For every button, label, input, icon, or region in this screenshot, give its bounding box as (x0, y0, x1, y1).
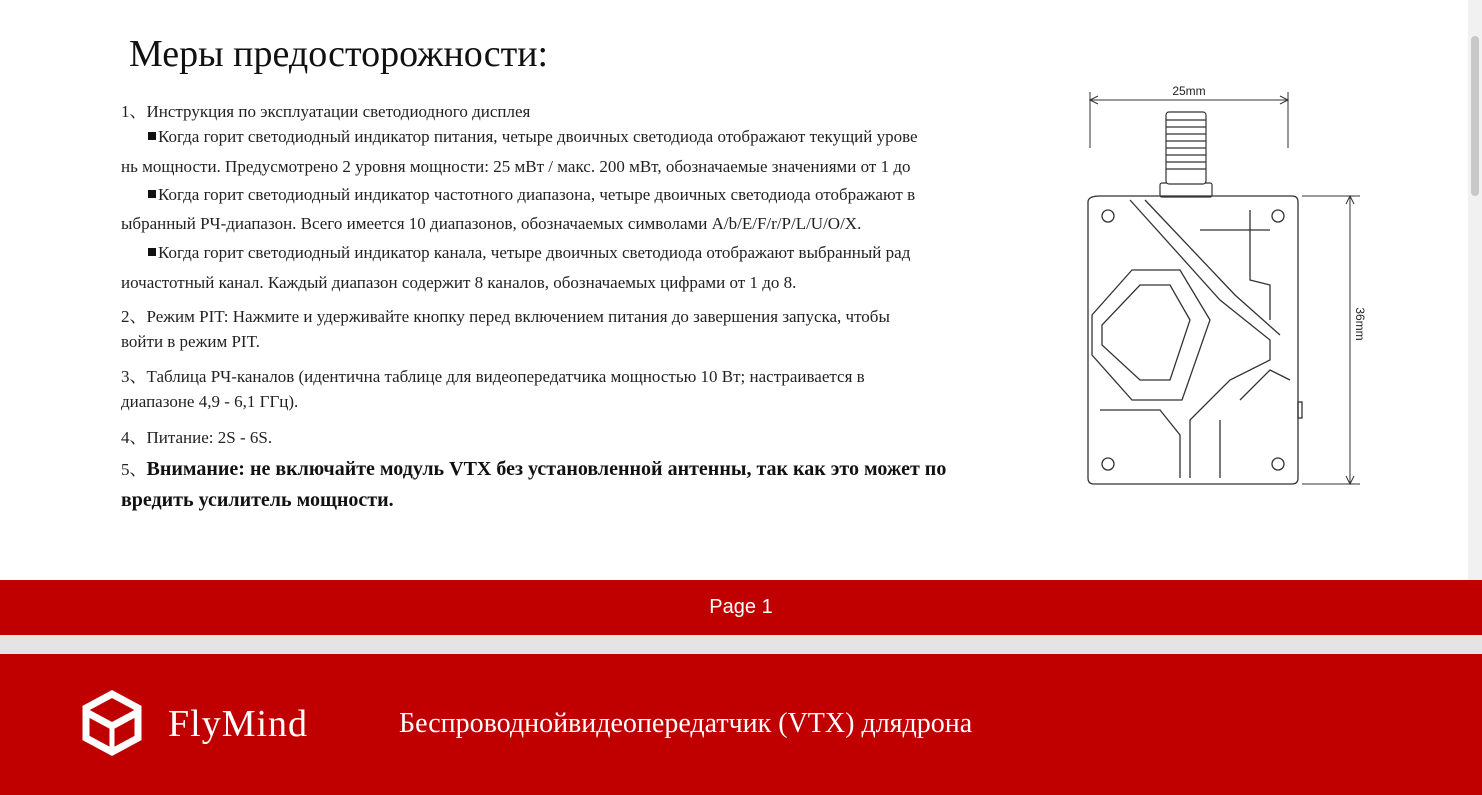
item-1-power-line-a: Когда горит светодиодный индикатор питания, четыре двоичных светодиода отображают текущий урове (148, 127, 918, 147)
square-bullet-icon (148, 248, 156, 256)
item-1-heading: 1、Инструкция по эксплуатации светодиодного дисплея (121, 102, 531, 121)
square-bullet-icon (148, 190, 156, 198)
item-4: 4、Питание: 2S - 6S. (121, 428, 273, 447)
antenna-connector (1160, 112, 1212, 197)
item-5-line-a: 5、Внимание: не включайте модуль VTX без установленной антенны, так как это может по (121, 458, 947, 480)
item-3-line-a: 3、Таблица РЧ-каналов (идентична таблице для видеопередатчика мощностью 10 Вт; настраивается в (121, 367, 865, 386)
item-1-power-line-b: нь мощности. Предусмотрено 2 уровня мощности: 25 мВт / макс. 200 мВт, обозначаемые значениями от 1 до (121, 157, 911, 176)
page-title: Меры предосторожности: (129, 33, 549, 75)
item-2-line-a: 2、Режим PIT: Нажмите и удерживайте кнопку перед включением питания до завершения запуска, чтобы (121, 307, 890, 326)
width-label: 25mm (1172, 84, 1206, 98)
product-title: Беспроводнойвидеопередатчик (VTX) длядрона (399, 708, 973, 739)
item-2-line-b: войти в режим PIT. (121, 332, 260, 351)
item-5-line-b: вредить усилитель мощности. (121, 489, 394, 511)
item-1-band-line-b: ыбранный РЧ-диапазон. Всего имеется 10 диапазонов, обозначаемых символами A/b/E/F/r/P/L/U/O/X. (121, 214, 862, 233)
height-dimension (1302, 196, 1360, 484)
box-cube-icon (80, 690, 144, 756)
page-number: Page 1 (709, 596, 773, 618)
page-indicator-band (0, 580, 1482, 635)
page-gap (0, 635, 1482, 654)
item-1-channel-line-a: Когда горит светодиодный индикатор канала, четыре двоичных светодиода отображают выбранный рад (148, 243, 910, 263)
height-label: 36mm (1353, 307, 1367, 341)
item-1-channel-line-b: иочастотный канал. Каждый диапазон содержит 8 каналов, обозначаемых цифрами от 1 до 8. (121, 273, 797, 292)
vtx-dimension-diagram (1070, 80, 1380, 500)
footer-banner (0, 654, 1482, 795)
item-1-band-line-a: Когда горит светодиодный индикатор частотного диапазона, четыре двоичных светодиода отображают в (148, 185, 915, 205)
square-bullet-icon (148, 132, 156, 140)
item-3-line-b: диапазоне 4,9 - 6,1 ГГц). (121, 392, 299, 411)
vtx-module-body (1088, 196, 1302, 484)
scrollbar-thumb[interactable] (1471, 36, 1479, 196)
brand-name: FlyMind (168, 703, 309, 745)
